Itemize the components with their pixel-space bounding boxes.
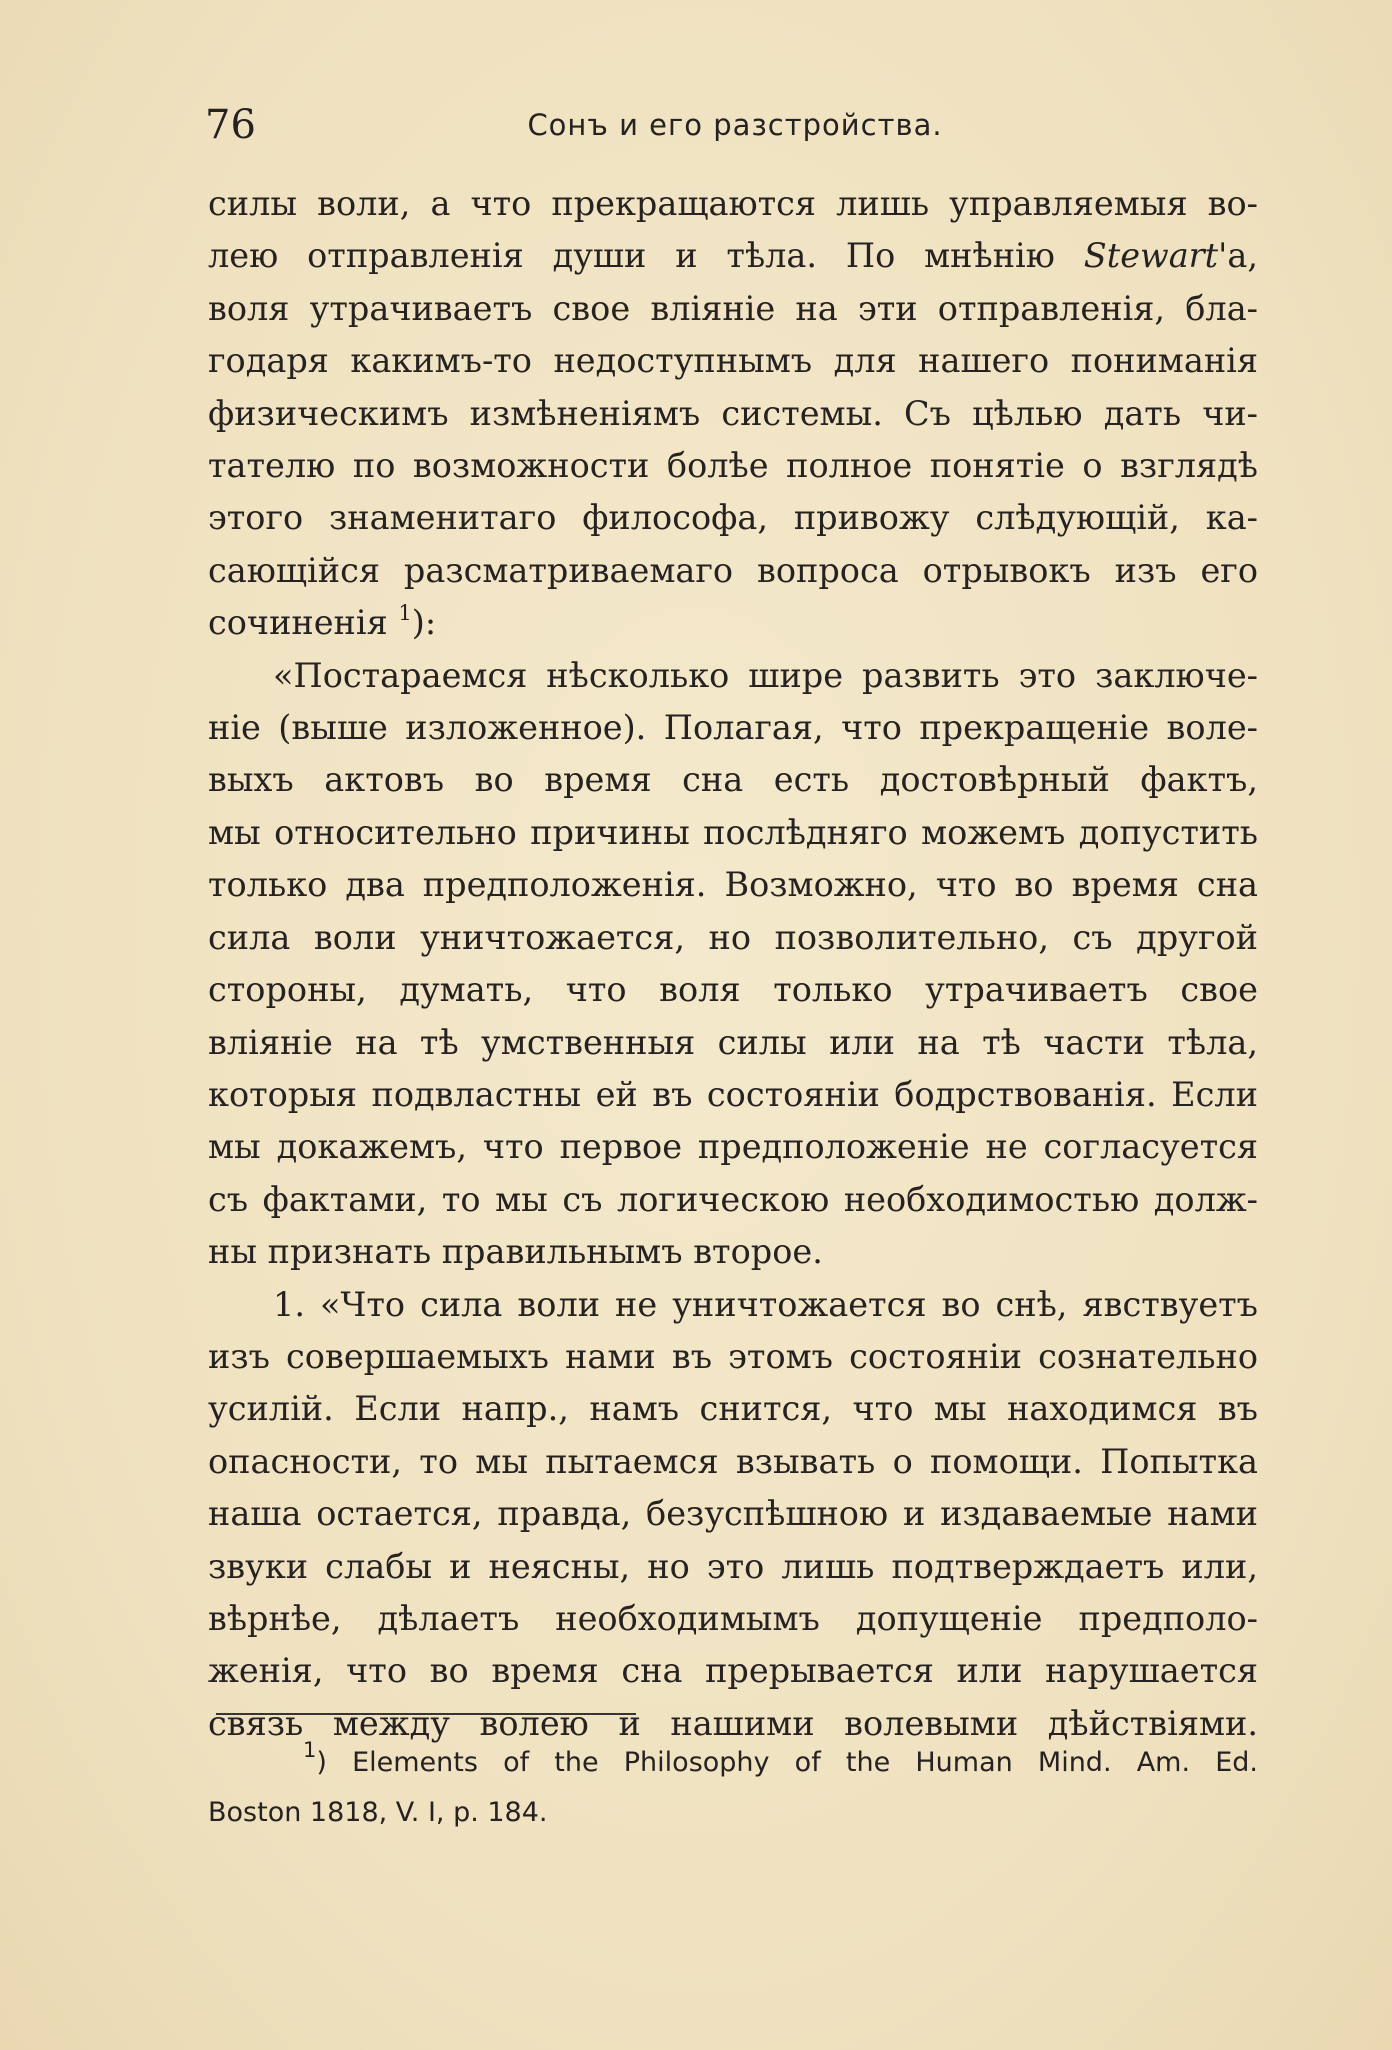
footnote-marker: 1 (303, 1738, 317, 1762)
text-line: вліяніе на тѣ умственныя силы или на тѣ части тѣла, (208, 1022, 1258, 1062)
text-fragment: 'а, (1218, 236, 1258, 276)
text-fragment: ): (411, 603, 437, 643)
text-line: съ фактами, то мы съ логическою необходимостью долж- (208, 1179, 1258, 1219)
body-text (208, 178, 1258, 1750)
text-line: ны признать правильнымъ второе. (208, 1232, 823, 1272)
footnote-line: Boston 1818, V. I, p. 184. (208, 1797, 548, 1828)
text-line: силы воли, а что прекращаются лишь управляемыя во- (208, 184, 1258, 223)
paragraph-2 (208, 650, 1258, 1279)
text-line (208, 597, 1258, 649)
text-line: этого знаменитаго философа, привожу слѣдующій, ка- (208, 498, 1258, 538)
footnote-divider (216, 1713, 636, 1715)
text-line: наша остается, правда, безуспѣшною и издаваемые нами (208, 1494, 1258, 1534)
footnote-text: ) Elements of the Philosophy of the Human Mind. Am. Ed. (316, 1747, 1258, 1778)
text-line: выхъ актовъ во время сна есть достовѣрный фактъ, (208, 760, 1258, 800)
text-line: мы относительно причины послѣдняго можемъ допустить (208, 812, 1258, 852)
text-line: сила воли уничтожается, но позволительно, съ другой (208, 917, 1258, 957)
author-name: Stewart (1083, 236, 1219, 276)
paragraph-3 (208, 1279, 1258, 1751)
text-line (208, 230, 1258, 282)
text-line: вѣрнѣе, дѣлаетъ необходимымъ допущеніе предполо- (208, 1598, 1258, 1638)
footnote-reference[interactable]: 1 (398, 601, 412, 626)
text-fragment: сочиненія (208, 603, 388, 643)
text-line: которыя подвластны ей въ состояніи бодрствованія. Если (208, 1074, 1258, 1114)
text-line: только два предположенія. Возможно, что во время сна (208, 865, 1258, 905)
page-number: 76 (205, 102, 256, 148)
text-line: физическимъ измѣненіямъ системы. Съ цѣлью дать чи- (208, 393, 1258, 433)
text-line: усилій. Если напр., намъ снится, что мы находимся въ (208, 1389, 1258, 1429)
text-line: сающійся разсматриваемаго вопроса отрывокъ изъ его (208, 550, 1258, 590)
text-line: годаря какимъ-то недоступнымъ для нашего пониманія (208, 341, 1258, 381)
text-line: изъ совершаемыхъ нами въ этомъ состояніи сознательно (208, 1336, 1258, 1376)
text-line: тателю по возможности болѣе полное понятіе о взглядѣ (208, 446, 1258, 486)
footnote-line (208, 1738, 1258, 1788)
text-line: стороны, думать, что воля только утрачиваетъ свое (208, 970, 1258, 1010)
text-line: опасности, то мы пытаемся взывать о помощи. Попытка (208, 1441, 1258, 1481)
text-line: воля утрачиваетъ свое вліяніе на эти отправленія, бла- (208, 288, 1258, 328)
text-line: ніе (выше изложенное). Полагая, что прекращеніе воле- (208, 708, 1258, 748)
text-line: мы докажемъ, что первое предположеніе не согласуется (208, 1127, 1258, 1167)
running-head (205, 100, 1265, 150)
paragraph-1 (208, 178, 1258, 650)
footnote (208, 1738, 1258, 1838)
running-title: Сонъ и его разстройства. (527, 108, 943, 142)
text-fragment: лею отправленія души и тѣла. По мнѣнію (208, 236, 1084, 276)
text-line: женія, что во время сна прерывается или нарушается (208, 1651, 1258, 1691)
text-line: связь между волею и нашими волевыми дѣйствіями. (208, 1703, 1258, 1743)
text-line: «Постараемся нѣсколько шире развить это заключе- (273, 655, 1258, 695)
text-line: звуки слабы и неясны, но это лишь подтверждаетъ или, (208, 1546, 1258, 1586)
text-line: 1. «Что сила воли не уничтожается во снѣ, явствуетъ (273, 1284, 1258, 1324)
